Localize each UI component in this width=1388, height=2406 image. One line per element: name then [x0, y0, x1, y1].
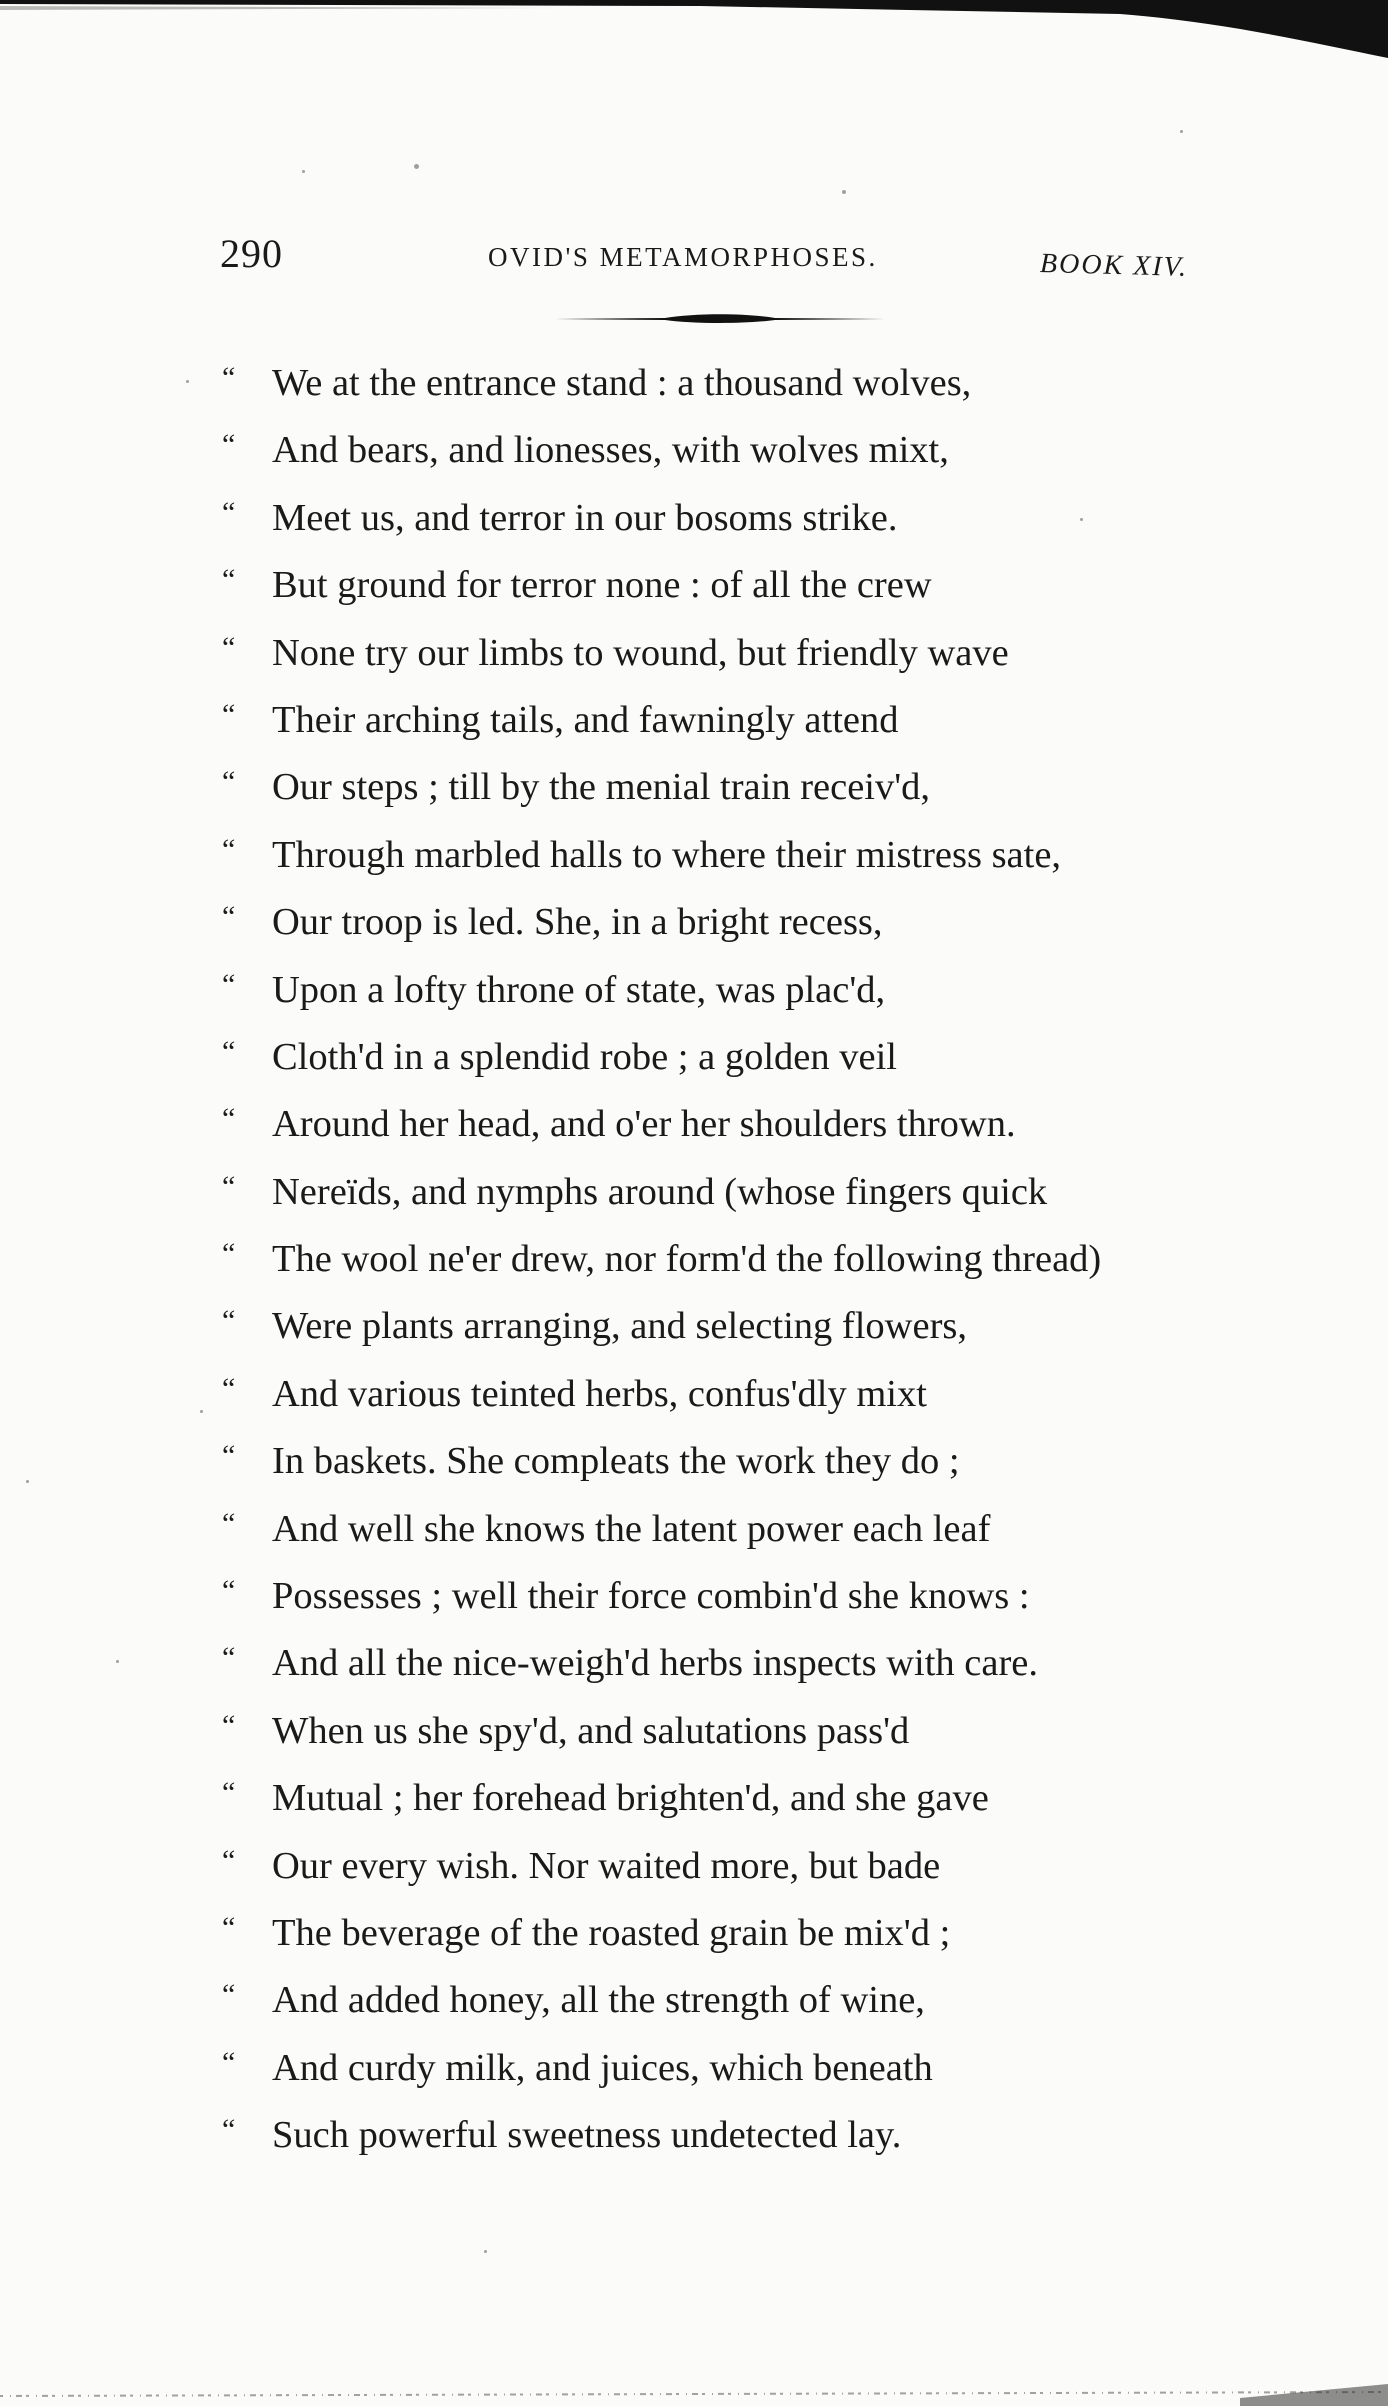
verse-line: [222, 1630, 1362, 1697]
verse-line-text: Nereïds, and nymphs around (whose fingers quick: [272, 1170, 1048, 1213]
verse-line: [222, 1765, 1362, 1832]
book-label: BOOK XIV.: [1039, 248, 1189, 283]
verse-line-text: And bears, and lionesses, with wolves mixt,: [272, 429, 949, 472]
opening-quote-mark: “: [222, 428, 236, 462]
verse-line: [222, 350, 1362, 417]
verse-line: [222, 485, 1362, 552]
opening-quote-mark: “: [222, 2045, 236, 2079]
verse-line: [222, 620, 1362, 687]
verse-line-text: In baskets. She compleats the work they do ;: [272, 1440, 960, 1483]
verse-line-text: Mutual ; her forehead brighten'd, and she gave: [272, 1777, 989, 1820]
verse-line-text: None try our limbs to wound, but friendly wave: [272, 631, 1009, 674]
verse-line-text: Were plants arranging, and selecting flowers,: [272, 1305, 967, 1348]
verse-line-text: We at the entrance stand : a thousand wolves,: [272, 362, 972, 404]
verse-line-text: Such powerful sweetness undetected lay.: [272, 2114, 902, 2157]
opening-quote-mark: “: [222, 1910, 236, 1944]
verse-line-text: Meet us, and terror in our bosoms strike.: [272, 496, 898, 539]
verse-line: [222, 1698, 1362, 1765]
opening-quote-mark: “: [222, 563, 236, 597]
verse-line-text: Our every wish. Nor waited more, but bade: [272, 1844, 941, 1887]
verse-line: [222, 1563, 1362, 1630]
opening-quote-mark: “: [222, 1169, 236, 1203]
verse-line-text: Possesses ; well their force combin'd she knows :: [272, 1575, 1030, 1618]
verse-line: [222, 754, 1362, 821]
opening-quote-mark: “: [222, 1439, 236, 1473]
opening-quote-mark: “: [222, 1978, 236, 2012]
verse-line: [222, 957, 1362, 1024]
opening-quote-mark: “: [222, 1574, 236, 1608]
opening-quote-mark: “: [222, 361, 236, 394]
verse-line-text: And added honey, all the strength of wine,: [272, 1979, 925, 2022]
opening-quote-mark: “: [222, 630, 236, 664]
verse-line-text: The beverage of the roasted grain be mix'd ;: [272, 1911, 951, 1954]
verse-line: [222, 1900, 1362, 1967]
opening-quote-mark: “: [222, 1776, 236, 1810]
opening-quote-mark: “: [222, 2113, 236, 2147]
opening-quote-mark: “: [222, 1506, 236, 1540]
verse-line-text: And well she knows the latent power each leaf: [272, 1507, 991, 1550]
verse-line: [222, 417, 1362, 484]
opening-quote-mark: “: [222, 495, 236, 529]
verse-line-text: Our steps ; till by the menial train receiv'd,: [272, 766, 931, 809]
verse-line: [222, 2035, 1362, 2102]
verse-line: [222, 1967, 1362, 2034]
opening-quote-mark: “: [222, 1237, 236, 1271]
verse-line-text: Through marbled halls to where their mistress sate,: [272, 833, 1062, 876]
verse-line-text: And all the nice-weigh'd herbs inspects with care.: [272, 1642, 1038, 1685]
verse-line: [222, 2102, 1362, 2169]
verse-line-text: And various teinted herbs, confus'dly mixt: [272, 1372, 927, 1415]
opening-quote-mark: “: [222, 967, 236, 1001]
opening-quote-mark: “: [222, 1371, 236, 1405]
verse-line: [222, 1496, 1362, 1563]
verse-line: [222, 1361, 1362, 1428]
verse-line: [222, 822, 1362, 889]
opening-quote-mark: “: [222, 1034, 236, 1068]
opening-quote-mark: “: [222, 1102, 236, 1136]
verse-line-text: Our troop is led. She, in a bright recess,: [272, 901, 883, 944]
verse-line-text: But ground for terror none : of all the crew: [272, 564, 932, 607]
verse-line-text: Cloth'd in a splendid robe ; a golden veil: [272, 1035, 897, 1078]
verse-line-text: When us she spy'd, and salutations pass'd: [272, 1709, 910, 1752]
verse-line: [222, 1833, 1362, 1900]
running-header: [0, 228, 1388, 288]
header-ornamental-rule: [555, 312, 885, 326]
verse-line-text: Upon a lofty throne of state, was plac'd,: [272, 968, 886, 1011]
verse-line-text: The wool ne'er drew, nor form'd the following thread): [272, 1238, 1102, 1281]
page-top-edge-shadow: [0, 0, 1388, 60]
opening-quote-mark: “: [222, 832, 236, 866]
opening-quote-mark: “: [222, 1304, 236, 1338]
verse-line: [222, 1024, 1362, 1091]
opening-quote-mark: “: [222, 1641, 236, 1675]
verse-line: [222, 889, 1362, 956]
verse-line-text: And curdy milk, and juices, which beneath: [272, 2046, 933, 2089]
verse-line: [222, 687, 1362, 754]
verse-line-text: Around her head, and o'er her shoulders thrown.: [272, 1103, 1016, 1146]
verse-line: [222, 1159, 1362, 1226]
verse-line: [222, 1226, 1362, 1293]
verse-line: [222, 1091, 1362, 1158]
verse-line: [222, 1293, 1362, 1360]
verse-line-text: Their arching tails, and fawningly attend: [272, 698, 899, 741]
opening-quote-mark: “: [222, 1708, 236, 1742]
opening-quote-mark: “: [222, 900, 236, 934]
opening-quote-mark: “: [222, 1843, 236, 1877]
page-number: 290: [220, 231, 283, 276]
verse-passage: [222, 350, 1362, 2170]
page-bottom-edge-specks: [0, 2376, 1388, 2406]
opening-quote-mark: “: [222, 765, 236, 799]
verse-line: [222, 1428, 1362, 1495]
opening-quote-mark: “: [222, 697, 236, 731]
verse-line: [222, 552, 1362, 619]
running-title: OVID'S METAMORPHOSES.: [488, 242, 878, 272]
